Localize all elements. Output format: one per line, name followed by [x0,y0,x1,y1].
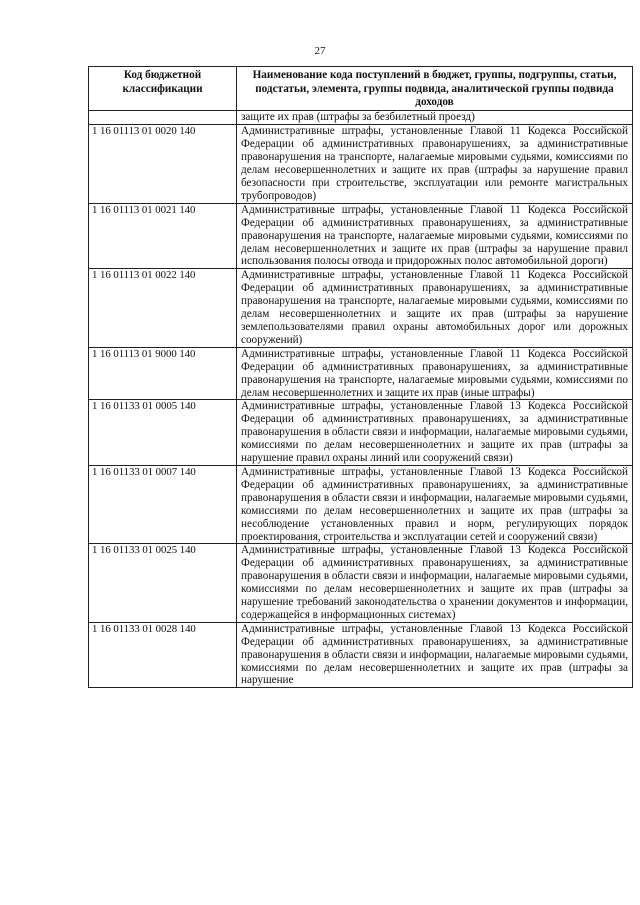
table-row [89,622,633,688]
table-row [89,125,633,203]
table-header [89,67,633,111]
row-code: 1 16 01133 01 0028 140 [89,622,237,688]
row-description: Административные штрафы, установленные Главой 13 Кодекса Российской Федерации об административных правонарушениях, за административные правонарушения в области связи и информации, налагаемые мировыми судьями, комиссиями по делам несовершеннолетних и защите их прав (штрафы за нарушение требований законодательства о хранении документов и информации, содержащейся в информационных системах) [237,544,633,622]
header-code: Код бюджетной классификации [89,67,237,111]
page-number: 27 [314,45,326,57]
header-row [89,67,633,111]
table-row [89,269,633,347]
table-row [89,400,633,466]
table-row [89,465,633,543]
row-description: Административные штрафы, установленные Главой 11 Кодекса Российской Федерации об административных правонарушениях, за административные правонарушения на транспорте, налагаемые мировыми судьями, комиссиями по делам несовершеннолетних и защите их прав (штрафы за нарушение правил использования полосы отвода и придорожных полос автомобильной дороги) [237,203,633,269]
header-name: Наименование кода поступлений в бюджет, группы, подгруппы, статьи, подстатьи, элемента, группы подвида, аналитической группы подвида доходов [237,67,633,111]
continuation-text: защите их прав (штрафы за безбилетный проезд) [237,110,633,125]
row-description: Административные штрафы, установленные Главой 13 Кодекса Российской Федерации об административных правонарушениях, за административные правонарушения в области связи и информации, налагаемые мировыми судьями, комиссиями по делам несовершеннолетних и защите их прав (штрафы за несоблюдение установленных правил и норм, регулирующих порядок проектирования, строительства и эксплуатации сетей и сооружений связи) [237,465,633,543]
row-code: 1 16 01133 01 0025 140 [89,544,237,622]
table-row [89,347,633,400]
row-description: Административные штрафы, установленные Главой 13 Кодекса Российской Федерации об административных правонарушениях, за административные правонарушения в области связи и информации, налагаемые мировыми судьями, комиссиями по делам несовершеннолетних и защите их прав (штрафы за нарушение правил охраны линий или сооружений связи) [237,400,633,466]
row-description: Административные штрафы, установленные Главой 11 Кодекса Российской Федерации об административных правонарушениях, за административные правонарушения на транспорте, налагаемые мировыми судьями, комиссиями по делам несовершеннолетних и защите их прав (штрафы за нарушение правил безопасности при строительстве, эксплуатации или ремонте магистральных трубопроводов) [237,125,633,203]
budget-code-table [88,66,633,688]
row-description: Административные штрафы, установленные Главой 11 Кодекса Российской Федерации об административных правонарушениях, за административные правонарушения на транспорте, налагаемые мировыми судьями, комиссиями по делам несовершеннолетних и защите их прав (иные штрафы) [237,347,633,400]
row-code: 1 16 01113 01 0020 140 [89,125,237,203]
row-code: 1 16 01113 01 0021 140 [89,203,237,269]
row-description: Административные штрафы, установленные Главой 13 Кодекса Российской Федерации об административных правонарушениях, за административные правонарушения в области связи и информации, налагаемые мировыми судьями, комиссиями по делам несовершеннолетних и защите их прав (штрафы за нарушение [237,622,633,688]
table-row [89,544,633,622]
row-code: 1 16 01113 01 0022 140 [89,269,237,347]
row-code: 1 16 01113 01 9000 140 [89,347,237,400]
row-description: Административные штрафы, установленные Главой 11 Кодекса Российской Федерации об административных правонарушениях, за административные правонарушения на транспорте, налагаемые мировыми судьями, комиссиями по делам несовершеннолетних и защите их прав (штрафы за нарушение землепользователями правил охраны автомобильных дорог или дорожных сооружений) [237,269,633,347]
row-code: 1 16 01133 01 0005 140 [89,400,237,466]
continuation-code-cell [89,110,237,125]
table-body [89,110,633,688]
table-row [89,203,633,269]
row-code: 1 16 01133 01 0007 140 [89,465,237,543]
continuation-row [89,110,633,125]
